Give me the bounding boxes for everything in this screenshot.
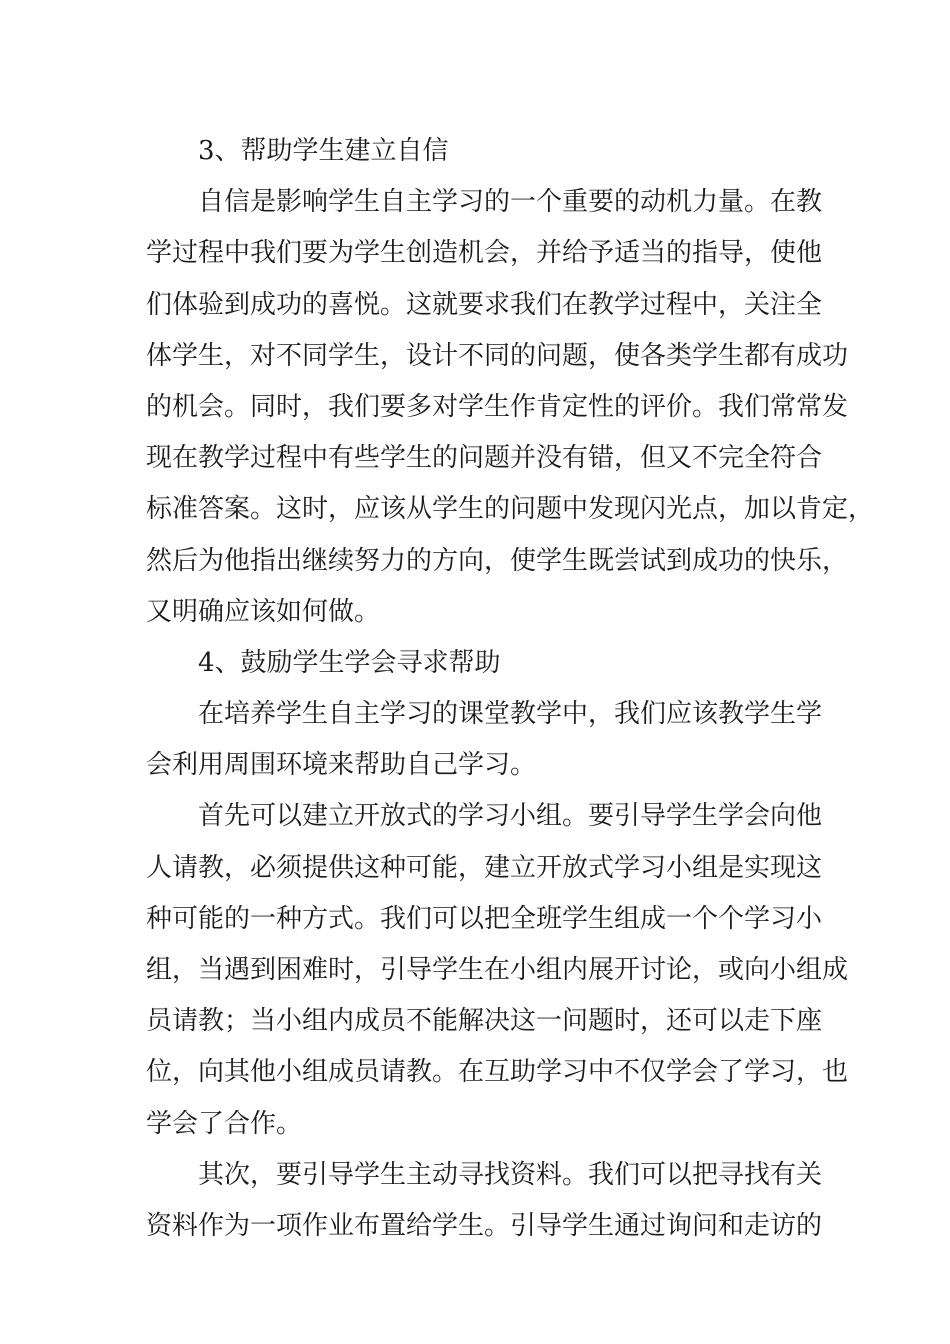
paragraph-line: 的机会。同时，我们要多对学生作肯定性的评价。我们常常发	[146, 391, 849, 422]
paragraph-line: 员请教；当小组内成员不能解决这一问题时，还可以走下座	[146, 1006, 823, 1037]
paragraph-confidence	[146, 177, 875, 638]
section-heading-4: 4、鼓励学生学会寻求帮助	[198, 647, 501, 678]
paragraph-line: 体学生，对不同学生，设计不同的问题，使各类学生都有成功	[146, 340, 849, 371]
paragraph-line: 种可能的一种方式。我们可以把全班学生组成一个个学习小	[146, 903, 823, 934]
paragraph-line: 在培养学生自主学习的课堂教学中，我们应该教学生学	[198, 699, 823, 730]
paragraph-line: 学会了合作。	[146, 1108, 303, 1139]
document-body	[146, 126, 875, 1252]
paragraph-line: 们体验到成功的喜悦。这就要求我们在教学过程中，关注全	[146, 289, 823, 320]
paragraph-line: 位，向其他小组成员请教。在互助学习中不仅学会了学习，也	[146, 1057, 849, 1088]
paragraph-line: 然后为他指出继续努力的方向，使学生既尝试到成功的快乐，	[146, 545, 849, 576]
paragraph-line: 标准答案。这时，应该从学生的问题中发现闪光点，加以肯定，	[146, 494, 875, 525]
section-heading-3: 3、帮助学生建立自信	[198, 136, 449, 166]
paragraph-line: 人请教，必须提供这种可能，建立开放式学习小组是实现这	[146, 852, 823, 883]
paragraph-line: 自信是影响学生自主学习的一个重要的动机力量。在教	[198, 187, 823, 218]
paragraph-environment	[146, 689, 823, 791]
paragraph-line: 又明确应该如何做。	[146, 596, 381, 627]
paragraph-line: 现在教学过程中有些学生的问题并没有错，但又不完全符合	[146, 443, 823, 474]
paragraph-line: 会利用周围环境来帮助自己学习。	[146, 750, 537, 781]
paragraph-line: 学过程中我们要为学生创造机会，并给予适当的指导，使他	[146, 238, 823, 269]
paragraph-line: 首先可以建立开放式的学习小组。要引导学生学会向他	[198, 801, 823, 832]
paragraph-line: 其次，要引导学生主动寻找资料。我们可以把寻找有关	[198, 1159, 823, 1190]
paragraph-find-resources	[146, 1150, 823, 1252]
paragraph-line: 组，当遇到困难时，引导学生在小组内展开讨论，或向小组成	[146, 955, 849, 985]
paragraph-study-groups	[146, 791, 849, 1149]
paragraph-line: 资料作为一项作业布置给学生。引导学生通过询问和走访的	[146, 1210, 823, 1241]
